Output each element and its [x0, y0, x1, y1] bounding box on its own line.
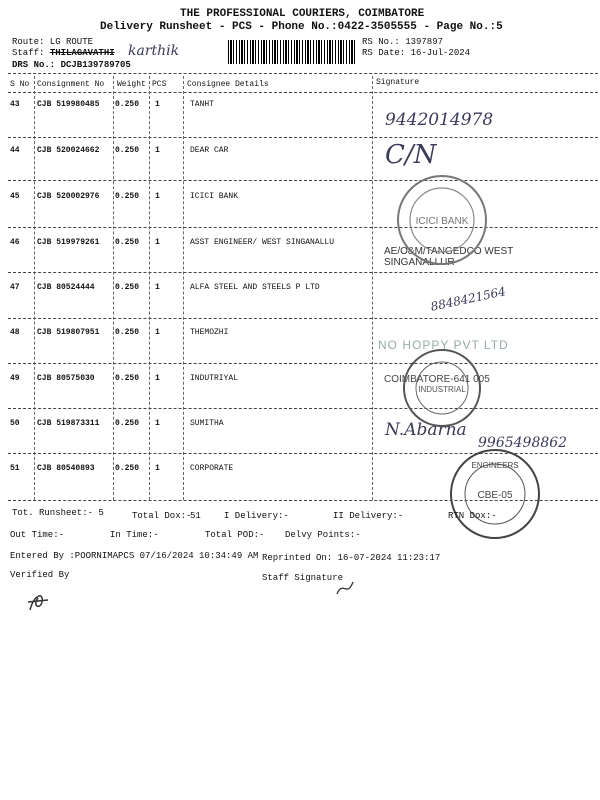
row-sno: 50 [10, 419, 20, 428]
total-dox-value: 51 [190, 511, 201, 521]
table-header-rule [8, 92, 598, 93]
industrial-seal-text: INDUSTRIAL [418, 385, 466, 394]
col-divider [113, 76, 114, 500]
out-time-label: Out Time:- [10, 530, 65, 540]
staff-signature-label: Staff Signature [262, 573, 344, 583]
verified-by-label: Verified By [10, 570, 70, 580]
reprinted-on: Reprinted On: 16-07-2024 11:23:17 [262, 553, 441, 563]
row-consignment: CJB 80524444 [37, 283, 95, 292]
row-weight: 0.250 [115, 374, 140, 383]
col-divider [183, 76, 184, 500]
row-consignee: INDUTRIYAL [190, 374, 239, 383]
barcode [228, 40, 356, 64]
row-weight: 0.250 [115, 283, 140, 292]
row-consignment: CJB 80540893 [37, 464, 95, 473]
engineers-seal-stamp [447, 446, 543, 542]
row-rule [8, 137, 598, 138]
rtn-dox-label: RTN Dox:- [448, 511, 497, 521]
row-signature: C/N [385, 140, 437, 170]
total-dox-label: Total Dox:- [132, 511, 192, 521]
row-rule [8, 318, 598, 319]
row-signature: 9442014978 [385, 110, 494, 130]
staff-name: THILAGAVATHI [49, 48, 115, 58]
row-pcs: 1 [155, 419, 160, 428]
row-consignment: CJB 519979261 [37, 238, 100, 247]
company-title: THE PROFESSIONAL COURIERS, COIMBATORE [180, 8, 425, 20]
runsheet-subtitle: Delivery Runsheet - PCS - Phone No.:0422-3505555 - Page No.:5 [100, 21, 503, 33]
row-weight: 0.250 [115, 100, 140, 109]
row-consignee: SUMITHA [190, 419, 224, 428]
row-pcs: 1 [155, 374, 160, 383]
table-top-rule [8, 73, 598, 74]
row-sno: 51 [10, 464, 20, 473]
row-consignee: TANHT [190, 100, 215, 109]
total-runsheet: Tot. Runsheet:- 5 [12, 508, 104, 518]
row-consignment: CJB 519980485 [37, 100, 100, 109]
row-sno: 49 [10, 374, 20, 383]
row-signature: NO HOPPY PVT LTD [378, 338, 509, 352]
row-pcs: 1 [155, 100, 160, 109]
col-consignment-header: Consignment No [37, 80, 105, 89]
row-sno: 44 [10, 146, 20, 155]
col-weight-header: Weight [117, 80, 146, 89]
i-delivery-label: I Delivery:- [224, 511, 289, 521]
drs-number: DRS No.: DCJB139789705 [12, 60, 131, 70]
col-divider [34, 76, 35, 500]
row-consignment: CJB 520024662 [37, 146, 100, 155]
row-weight: 0.250 [115, 192, 140, 201]
rs-number: RS No.: 1397897 [362, 37, 444, 47]
row-sno: 47 [10, 283, 20, 292]
row-weight: 0.250 [115, 328, 140, 337]
row-weight: 0.250 [115, 419, 140, 428]
entered-by: Entered By :POORNIMAPCS 07/16/2024 10:34:49 AM [10, 551, 259, 561]
row-pcs: 1 [155, 192, 160, 201]
col-sno-header: S No [10, 80, 30, 89]
staff-signature-mark [333, 576, 363, 600]
row-signature: AE/O&M/TANGEDCO WEST SINGANALLUR [384, 246, 514, 268]
row-consignee: THEMOZHI [190, 328, 229, 337]
handwritten-staff-name: karthik [128, 43, 180, 59]
staff-row [12, 48, 115, 58]
row-pcs: 1 [155, 146, 160, 155]
row-consignee: ALFA STEEL AND STEELS P LTD [190, 283, 320, 292]
rs-date: RS Date: 16-Jul-2024 [362, 48, 471, 58]
row-consignee: DEAR CAR [190, 146, 229, 155]
row-sno: 46 [10, 238, 20, 247]
row-weight: 0.250 [115, 238, 140, 247]
col-divider [149, 76, 150, 500]
ii-delivery-label: II Delivery:- [333, 511, 404, 521]
row-signature: 9965498862 [478, 435, 568, 451]
row-consignment: CJB 519807951 [37, 328, 100, 337]
row-pcs: 1 [155, 238, 160, 247]
delvy-points-label: Delvy Points:- [285, 530, 361, 540]
row-rule [8, 408, 598, 409]
row-weight: 0.250 [115, 146, 140, 155]
industrial-seal-stamp [400, 346, 484, 430]
row-consignment: CJB 520002976 [37, 192, 100, 201]
row-sno: 48 [10, 328, 20, 337]
engineers-seal-text: ENGINEERS [471, 461, 519, 470]
row-consignment: CJB 80575030 [37, 374, 95, 383]
row-rule [8, 363, 598, 364]
row-consignment: CJB 519873311 [37, 419, 100, 428]
row-signature: 8848421564 [429, 284, 507, 314]
engineers-seal-code: CBE-05 [477, 490, 513, 501]
bank-seal-stamp [392, 170, 492, 270]
row-pcs: 1 [155, 464, 160, 473]
bank-seal-text: ICICI BANK [415, 216, 469, 227]
verifier-signature-mark [24, 586, 54, 616]
in-time-label: In Time:- [110, 530, 159, 540]
row-consignee: ICICI BANK [190, 192, 239, 201]
row-sno: 43 [10, 100, 20, 109]
row-rule [8, 227, 598, 228]
row-weight: 0.250 [115, 464, 140, 473]
total-pod-label: Total POD:- [205, 530, 265, 540]
staff-label: Staff: [12, 48, 45, 58]
col-signature-header: Signature [376, 78, 420, 87]
route-label: Route: LG ROUTE [12, 37, 94, 47]
row-pcs: 1 [155, 283, 160, 292]
row-rule [8, 180, 598, 181]
col-consignee-header: Consignee Details [187, 80, 269, 89]
col-divider [372, 76, 373, 500]
row-rule [8, 272, 598, 273]
row-consignee: ASST ENGINEER/ WEST SINGANALLU [190, 238, 335, 247]
col-pcs-header: PCS [152, 80, 167, 89]
row-signature: N.Abarna [385, 420, 467, 440]
row-consignee: CORPORATE [190, 464, 234, 473]
row-signature: COIMBATORE-641 005 [384, 374, 490, 385]
row-pcs: 1 [155, 328, 160, 337]
row-sno: 45 [10, 192, 20, 201]
